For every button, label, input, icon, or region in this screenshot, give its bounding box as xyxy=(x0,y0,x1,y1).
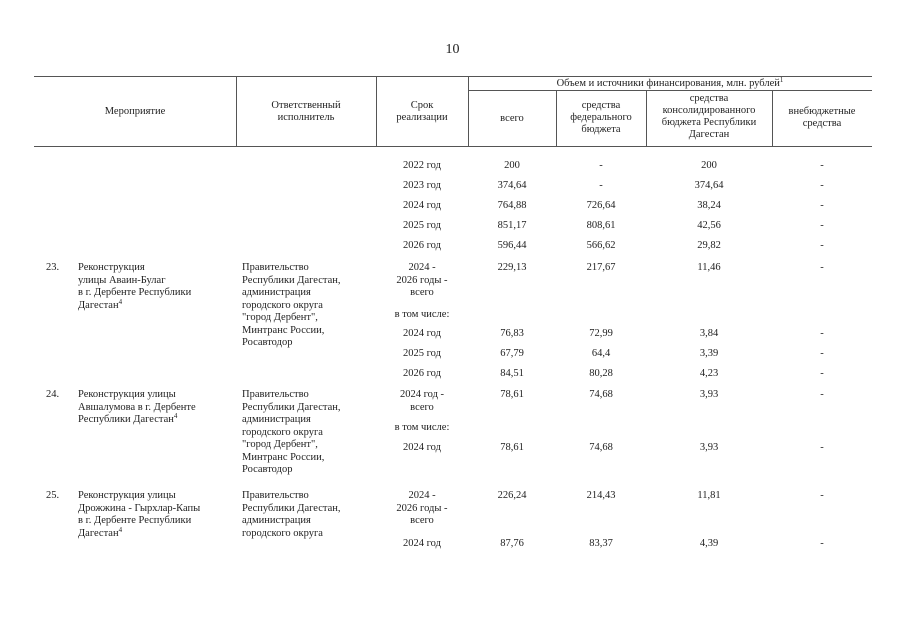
volume-header-divider xyxy=(468,90,872,91)
item-responsible: Правительство Республики Дагестан, администрация городского округа "город Дербент", Минтранс России, Росавтодор xyxy=(242,389,341,475)
table-cell-total: 374,64 xyxy=(497,180,527,191)
table-cell-total: 764,88 xyxy=(497,200,527,211)
table-cell-term: 2024 год xyxy=(403,328,441,339)
table-cell-extra: - xyxy=(820,442,824,453)
item-number: 24. xyxy=(46,389,60,400)
header-consolidated: средства консолидированного бюджета Республики Дагестан xyxy=(661,93,757,140)
header-bottom-border xyxy=(34,146,872,147)
table-cell-federal: 808,61 xyxy=(586,220,616,231)
item-term-total: 2024 - 2026 годы - всего xyxy=(396,490,448,526)
header-term: Срок реализации xyxy=(396,100,448,123)
table-cell-term: 2025 год xyxy=(403,220,441,231)
page-number: 10 xyxy=(445,42,460,57)
table-cell-extra: - xyxy=(820,200,824,211)
table-cell-consolidated: 11,46 xyxy=(697,262,721,273)
header-measure: Мероприятие xyxy=(104,106,166,117)
table-cell-total: 226,24 xyxy=(497,490,527,501)
table-cell-extra: - xyxy=(820,538,824,549)
table-cell-federal: 64,4 xyxy=(591,348,611,359)
table-cell-consolidated: 4,39 xyxy=(699,538,719,549)
table-top-border xyxy=(34,76,872,77)
table-cell-consolidated: 4,23 xyxy=(699,368,719,379)
header-federal: средства федерального бюджета xyxy=(570,100,632,135)
table-cell-term: 2025 год xyxy=(403,348,441,359)
including-label: в том числе: xyxy=(394,309,450,320)
item-name: Реконструкция улицы Дрожжина - Гырхлар-Капы в г. Дербенте Республики Дагестан$^4$ xyxy=(78,490,201,539)
item-number: 23. xyxy=(46,262,60,273)
table-cell-extra: - xyxy=(820,328,824,339)
table-cell-consolidated: 374,64 xyxy=(694,180,724,191)
table-cell-consolidated: 42,56 xyxy=(697,220,721,231)
table-cell-extra: - xyxy=(820,368,824,379)
table-cell-federal: 217,67 xyxy=(586,262,616,273)
table-cell-total: 229,13 xyxy=(497,262,527,273)
table-cell-extra: - xyxy=(820,180,824,191)
table-cell-total: 200 xyxy=(504,160,520,171)
table-cell-federal: 566,62 xyxy=(586,240,616,251)
table-cell-consolidated: 3,84 xyxy=(699,328,719,339)
item-name: Реконструкция улицы Авшалумова в г. Дербенте Республики Дагестан$^4$ xyxy=(78,389,196,425)
item-number: 25. xyxy=(46,490,60,501)
table-cell-term: 2026 год xyxy=(403,368,441,379)
table-cell-extra: - xyxy=(820,389,824,400)
table-cell-total: 851,17 xyxy=(497,220,527,231)
table-cell-extra: - xyxy=(820,220,824,231)
table-cell-federal: 214,43 xyxy=(586,490,616,501)
table-cell-extra: - xyxy=(820,348,824,359)
table-cell-consolidated: 200 xyxy=(701,160,717,171)
table-cell-federal: 72,99 xyxy=(589,328,613,339)
header-extra: внебюджетные средства xyxy=(788,106,856,129)
table-cell-federal: - xyxy=(599,180,603,191)
table-cell-extra: - xyxy=(820,240,824,251)
table-cell-term: 2022 год xyxy=(403,160,441,171)
table-cell-term: 2026 год xyxy=(403,240,441,251)
including-label: в том числе: xyxy=(394,422,450,433)
item-responsible: Правительство Республики Дагестан, администрация городского округа xyxy=(242,490,341,539)
table-cell-term: 2023 год xyxy=(403,180,441,191)
table-cell-term: 2024 год xyxy=(403,200,441,211)
table-cell-total: 78,61 xyxy=(500,442,524,453)
table-cell-consolidated: 38,24 xyxy=(697,200,721,211)
table-cell-total: 78,61 xyxy=(500,389,524,400)
header-volume: Объем и источники финансирования, млн. рублей$^1$ xyxy=(556,76,784,89)
table-cell-consolidated: 3,93 xyxy=(699,442,719,453)
table-cell-total: 87,76 xyxy=(500,538,524,549)
table-cell-consolidated: 3,93 xyxy=(699,389,719,400)
table-cell-total: 76,83 xyxy=(500,328,524,339)
item-term-total: 2024 - 2026 годы - всего xyxy=(396,262,448,298)
table-cell-federal: - xyxy=(599,160,603,171)
table-cell-total: 84,51 xyxy=(500,368,524,379)
table-cell-extra: - xyxy=(820,490,824,501)
table-cell-total: 67,79 xyxy=(500,348,524,359)
table-cell-extra: - xyxy=(820,160,824,171)
table-cell-term: 2024 год xyxy=(403,442,441,453)
table-cell-federal: 80,28 xyxy=(589,368,613,379)
table-cell-federal: 74,68 xyxy=(589,389,613,400)
item-term-total: 2024 год - всего xyxy=(399,389,445,413)
table-cell-federal: 83,37 xyxy=(589,538,613,549)
table-cell-total: 596,44 xyxy=(497,240,527,251)
item-responsible: Правительство Республики Дагестан, администрация городского округа "город Дербент", Минтранс России, Росавтодор xyxy=(242,262,341,348)
table-cell-consolidated: 3,39 xyxy=(699,348,719,359)
table-cell-extra: - xyxy=(820,262,824,273)
table-cell-term: 2024 год xyxy=(403,538,441,549)
header-responsible: Ответственный исполнитель xyxy=(271,100,341,123)
table-cell-federal: 726,64 xyxy=(586,200,616,211)
table-cell-federal: 74,68 xyxy=(589,442,613,453)
table-cell-consolidated: 29,82 xyxy=(697,240,721,251)
header-total: всего xyxy=(500,113,524,124)
table-cell-consolidated: 11,81 xyxy=(697,490,721,501)
item-name: Реконструкция улицы Аваин-Булаг в г. Дербенте Республики Дагестан$^4$ xyxy=(78,262,192,311)
